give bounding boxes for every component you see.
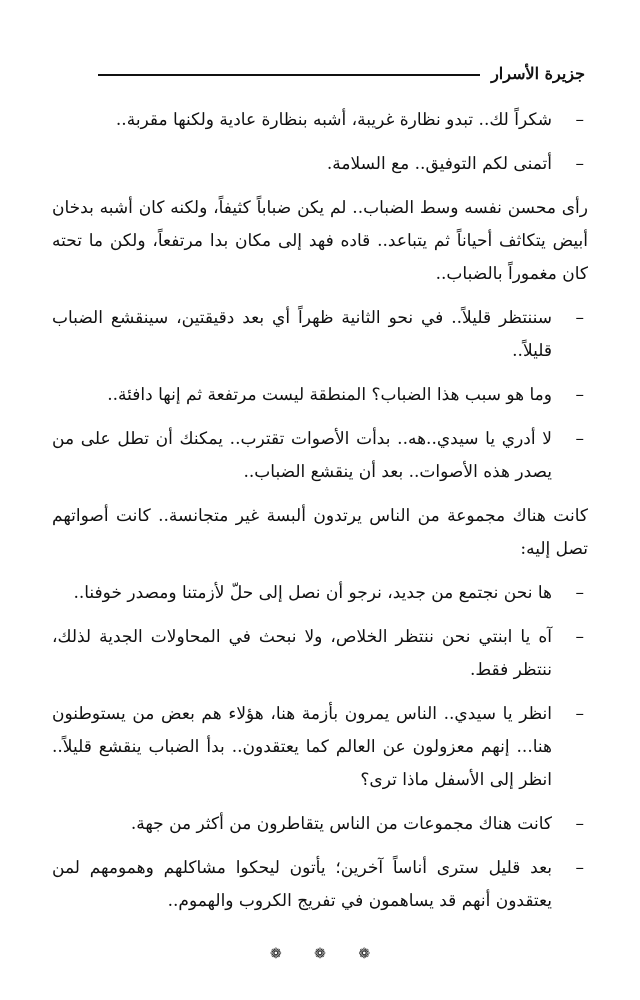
dialogue-dash: – xyxy=(575,583,584,603)
paragraph-text: انظر يا سيدي.. الناس يمرون بأزمة هنا، هؤلاء هم بعض من يستوطنون هنا... إنهم معزولون عن العالم كما يعتقدون.. بدأ الضباب ينقشع قليلاً.. انظر إلى الأسفل ماذا ترى؟ xyxy=(52,704,552,790)
paragraph-text: سننتظر قليلاً.. في نحو الثانية ظهراً أي بعد دقيقتين، سينقشع الضباب قليلاً.. xyxy=(52,308,552,361)
running-header xyxy=(98,60,585,88)
dialogue-line xyxy=(52,302,588,368)
paragraph-text: وما هو سبب هذا الضباب؟ المنطقة ليست مرتفعة ثم إنها دافئة.. xyxy=(107,385,552,405)
dialogue-dash: – xyxy=(575,858,584,878)
dialogue-line xyxy=(52,698,588,797)
dialogue-line xyxy=(52,852,588,918)
ornament-divider xyxy=(0,946,640,962)
dialogue-line xyxy=(52,379,588,412)
dialogue-dash: – xyxy=(575,154,584,174)
dialogue-line xyxy=(52,104,588,137)
dialogue-line xyxy=(52,808,588,841)
dialogue-dash: – xyxy=(575,110,584,130)
dialogue-line xyxy=(52,577,588,610)
dialogue-dash: – xyxy=(575,627,584,647)
paragraph-text: شكراً لك.. تبدو نظارة غريبة، أشبه بنظارة عادية ولكنها مقربة.. xyxy=(115,110,552,130)
dialogue-dash: – xyxy=(575,308,584,328)
dialogue-line xyxy=(52,148,588,181)
header-rule xyxy=(98,74,480,76)
dialogue-dash: – xyxy=(575,814,584,834)
paragraph-text: بعد قليل سترى أناساً آخرين؛ يأتون ليحكوا مشاكلهم وهمومهم لمن يعتقدون أنهم قد يساهمون في تفريج الكروب والهموم.. xyxy=(52,858,552,911)
dialogue-dash: – xyxy=(575,429,584,449)
paragraph-text: آه يا ابنتي نحن ننتظر الخلاص، ولا نبحث في المحاولات الجدية لذلك، ننتظر فقط. xyxy=(52,627,552,680)
dialogue-line xyxy=(52,621,588,687)
paragraph-text: لا أدري يا سيدي..هه.. بدأت الأصوات تقترب.. يمكنك أن تطل على من يصدر هذه الأصوات.. بعد أن ينقشع الضباب.. xyxy=(52,429,552,482)
dialogue-dash: – xyxy=(575,704,584,724)
paragraph-text: ها نحن نجتمع من جديد، نرجو أن نصل إلى حلّ لأزمتنا ومصدر خوفنا.. xyxy=(73,583,552,603)
narrative-paragraph xyxy=(52,192,588,291)
dialogue-line xyxy=(52,423,588,489)
ornament-icon: ❁ xyxy=(269,946,282,962)
paragraph-text: كانت هناك مجموعات من الناس يتقاطرون من أكثر من جهة. xyxy=(130,814,552,834)
running-title: جزيرة الأسرار xyxy=(491,64,585,83)
paragraph-text: رأى محسن نفسه وسط الضباب.. لم يكن ضباباً كثيفاً، ولكنه كان أشبه بدخان أبيض يتكاثف أحياناً ثم يتباعد.. قاده فهد إلى مكان بدا مرتفعاً، ولكن ما تحته كان مغموراً بالضباب.. xyxy=(52,198,588,284)
paragraph-text: أتمنى لكم التوفيق.. مع السلامة. xyxy=(326,154,552,174)
narrative-paragraph xyxy=(52,500,588,566)
dialogue-dash: – xyxy=(575,385,584,405)
ornament-icon: ❁ xyxy=(314,946,326,962)
body-text xyxy=(52,104,588,929)
paragraph-text: كانت هناك مجموعة من الناس يرتدون ألبسة غير متجانسة.. كانت أصواتهم تصل إليه: xyxy=(52,506,588,559)
ornament-icon: ❁ xyxy=(358,946,371,962)
